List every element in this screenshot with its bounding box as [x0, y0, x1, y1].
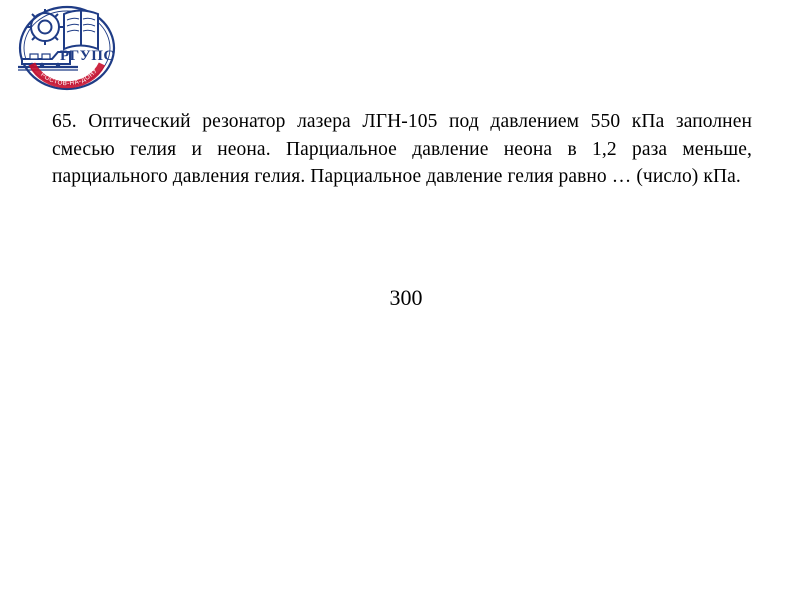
logo-city-text: РОСТОВ-НА-ДОНУ: [39, 66, 100, 88]
rgups-logo-icon: [8, 4, 132, 94]
answer-block: [0, 285, 800, 311]
rgups-logo: [8, 4, 132, 94]
logo-abbr-text: РГУПС: [60, 48, 115, 64]
question-text: [52, 108, 752, 191]
answer-value: 300: [389, 285, 423, 310]
question-paragraph: 65. Оптический резонатор лазера ЛГН-105 под давлением 550 кПа заполнен смесью гелия и неона. Парциальное давление неона в 1,2 раза меньше, парциального давления гелия. Парциальное давление гелия равно … (число) кПа.: [52, 111, 752, 188]
